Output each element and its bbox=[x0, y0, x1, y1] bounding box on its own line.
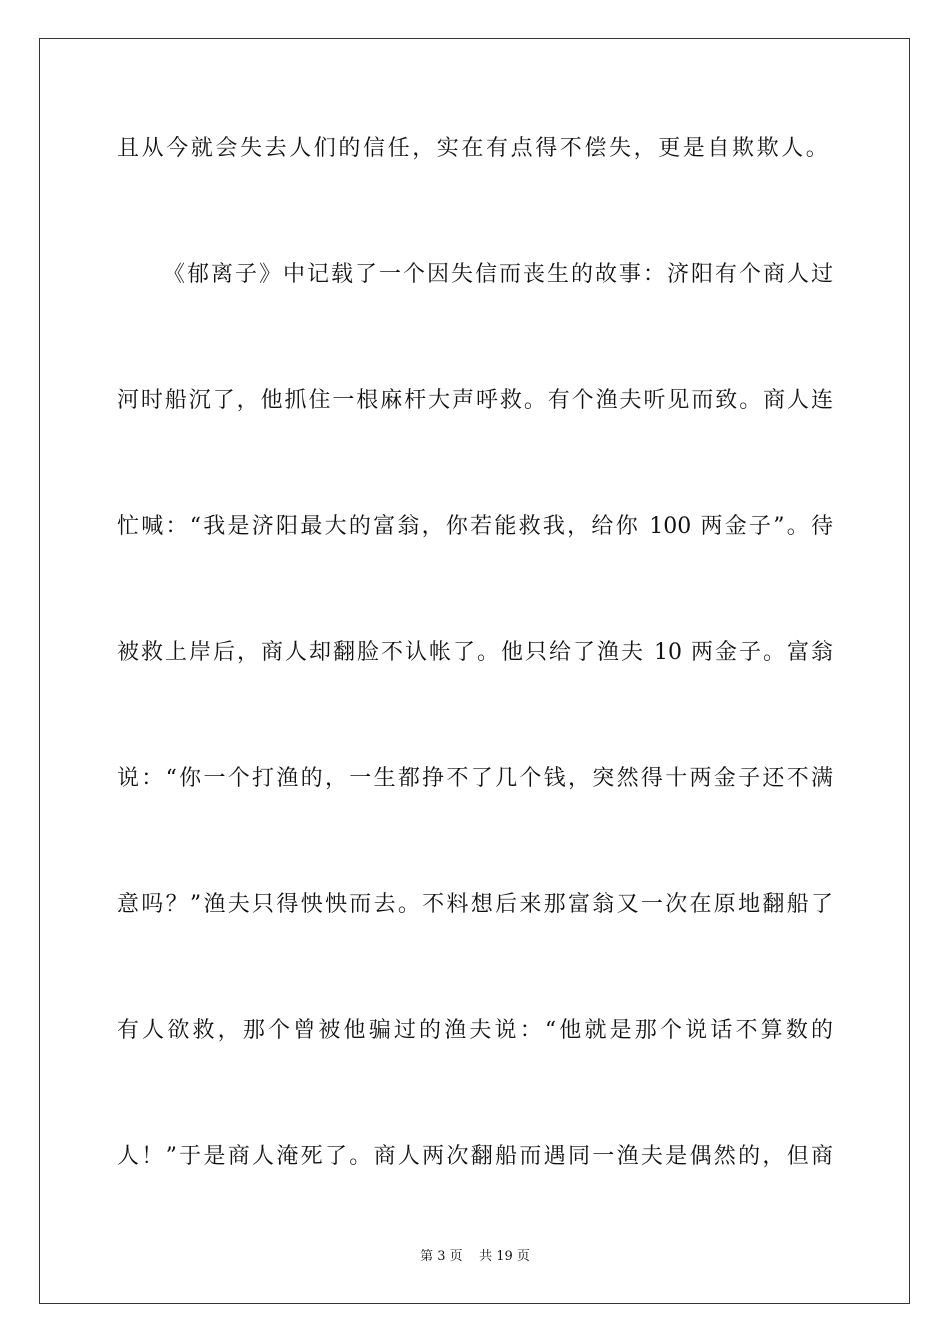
body-line-4: 忙喊：“我是济阳最大的富翁，你若能救我，给你 100 两金子”。待 bbox=[117, 514, 833, 539]
body-line-5: 被救上岸后，商人却翻脸不认帐了。他只给了渔夫 10 两金子。富翁 bbox=[117, 640, 833, 665]
body-line-7: 意吗？”渔夫只得怏怏而去。不料想后来那富翁又一次在原地翻船了 bbox=[117, 892, 833, 917]
page-number-footer: 第 3 页 共 19 页 bbox=[420, 1249, 530, 1264]
page-border bbox=[39, 38, 910, 1304]
body-line-8: 有人欲救，那个曾被他骗过的渔夫说：“他就是那个说话不算数的 bbox=[117, 1018, 833, 1043]
body-line-9: 人！”于是商人淹死了。商人两次翻船而遇同一渔夫是偶然的，但商 bbox=[117, 1144, 833, 1169]
body-line-1: 且从今就会失去人们的信任，实在有点得不偿失，更是自欺欺人。 bbox=[117, 136, 831, 161]
body-line-3: 河时船沉了，他抓住一根麻杆大声呼救。有个渔夫听见而致。商人连 bbox=[117, 388, 833, 413]
body-line-6: 说：“你一个打渔的，一生都挣不了几个钱，突然得十两金子还不满 bbox=[117, 766, 833, 791]
body-line-2-paragraph-start: 《郁离子》中记载了一个因失信而丧生的故事：济阳有个商人过 bbox=[163, 262, 833, 287]
